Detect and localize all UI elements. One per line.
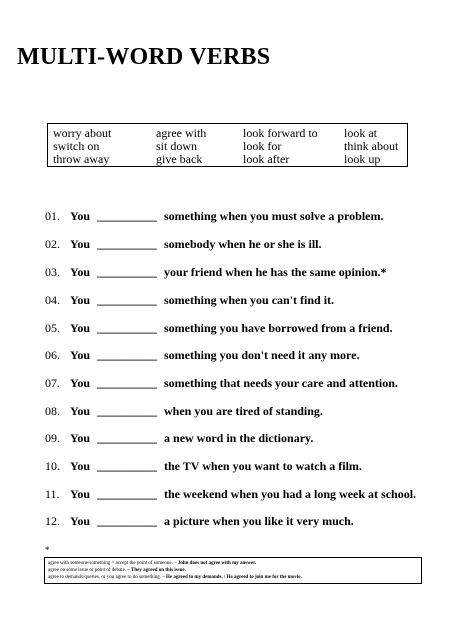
word-think-about: think about	[344, 139, 399, 153]
question-item	[45, 376, 398, 390]
footnote-line	[48, 575, 302, 581]
footnote-marker: *	[45, 545, 50, 555]
question-item	[45, 237, 321, 251]
footnote-text: agree on some issue or point of debate. –	[48, 568, 132, 573]
question-number: 08.	[45, 404, 60, 418]
word-look-forward-to: look forward to	[243, 126, 318, 140]
question-text: when you are tired of standing.	[164, 404, 323, 418]
question-number: 10.	[45, 459, 60, 473]
question-item	[45, 514, 354, 528]
word-look-up: look up	[344, 152, 381, 166]
question-text: something you have borrowed from a friend.	[164, 321, 393, 335]
question-text: something when you can't find it.	[164, 293, 335, 307]
question-number: 04.	[45, 293, 60, 307]
question-number: 12.	[45, 514, 60, 528]
word-sit-down: sit down	[156, 139, 198, 153]
question-item	[45, 487, 416, 501]
question-item	[45, 404, 323, 418]
question-number: 03.	[45, 265, 60, 279]
word-look-at: look at	[344, 126, 377, 140]
answer-blank: __________	[97, 459, 158, 473]
question-item	[45, 293, 334, 307]
question-subject: You	[70, 321, 91, 335]
question-text: your friend when he has the same opinion.*	[164, 265, 387, 279]
question-subject: You	[70, 348, 91, 362]
answer-blank: __________	[97, 376, 158, 390]
footnote-example: John does not agree with my answer.	[177, 561, 257, 566]
question-subject: You	[70, 293, 91, 307]
word-throw-away: throw away	[53, 152, 110, 166]
question-item	[45, 431, 313, 445]
footnote-line	[48, 568, 186, 574]
question-item	[45, 459, 362, 473]
answer-blank: __________	[97, 431, 158, 445]
word-give-back: give back	[156, 152, 203, 166]
answer-blank: __________	[97, 487, 158, 501]
answer-blank: __________	[97, 209, 158, 223]
word-worry-about: worry about	[53, 126, 112, 140]
question-number: 09.	[45, 431, 60, 445]
question-text: a new word in the dictionary.	[164, 431, 314, 445]
page-title: MULTI-WORD VERBS	[17, 44, 271, 70]
question-subject: You	[70, 487, 91, 501]
question-text: something when you must solve a problem.	[164, 209, 384, 223]
word-look-for: look for	[243, 139, 282, 153]
word-look-after: look after	[243, 152, 290, 166]
question-number: 11.	[45, 487, 60, 501]
question-number: 06.	[45, 348, 60, 362]
answer-blank: __________	[97, 514, 158, 528]
question-item	[45, 209, 383, 223]
answer-blank: __________	[97, 348, 158, 362]
question-text: the TV when you want to watch a film.	[164, 459, 362, 473]
question-text: something you don't need it any more.	[164, 348, 360, 362]
footnote-line	[48, 561, 256, 567]
question-subject: You	[70, 514, 91, 528]
question-text: something that needs your care and attention.	[164, 376, 398, 390]
answer-blank: __________	[97, 293, 158, 307]
word-switch-on: switch on	[53, 139, 100, 153]
question-subject: You	[70, 209, 91, 223]
question-item	[45, 321, 393, 335]
question-number: 05.	[45, 321, 60, 335]
question-text: the weekend when you had a long week at school.	[164, 487, 417, 501]
answer-blank: __________	[97, 237, 158, 251]
question-item	[45, 265, 387, 279]
question-number: 01.	[45, 209, 60, 223]
question-subject: You	[70, 265, 91, 279]
footnote-text: agree to demands/queries, or you agree to do something. –	[48, 575, 167, 580]
question-number: 07.	[45, 376, 60, 390]
question-subject: You	[70, 237, 91, 251]
question-subject: You	[70, 431, 91, 445]
question-number: 02.	[45, 237, 60, 251]
footnote-box	[44, 557, 422, 584]
footnote-example: They agreed on this issue.	[131, 568, 186, 573]
question-text: a picture when you like it very much.	[164, 514, 354, 528]
word-agree-with: agree with	[156, 126, 207, 140]
answer-blank: __________	[97, 265, 158, 279]
footnote-text: agree with someone/something = accept the point of someone. –	[48, 561, 178, 566]
answer-blank: __________	[97, 321, 158, 335]
footnote-example: He agreed to my demands. / He agreed to join me for the movie.	[166, 575, 302, 580]
question-text: somebody when he or she is ill.	[164, 237, 322, 251]
question-subject: You	[70, 404, 91, 418]
question-item	[45, 348, 359, 362]
question-subject: You	[70, 376, 91, 390]
question-subject: You	[70, 459, 91, 473]
answer-blank: __________	[97, 404, 158, 418]
word-box	[47, 123, 408, 167]
